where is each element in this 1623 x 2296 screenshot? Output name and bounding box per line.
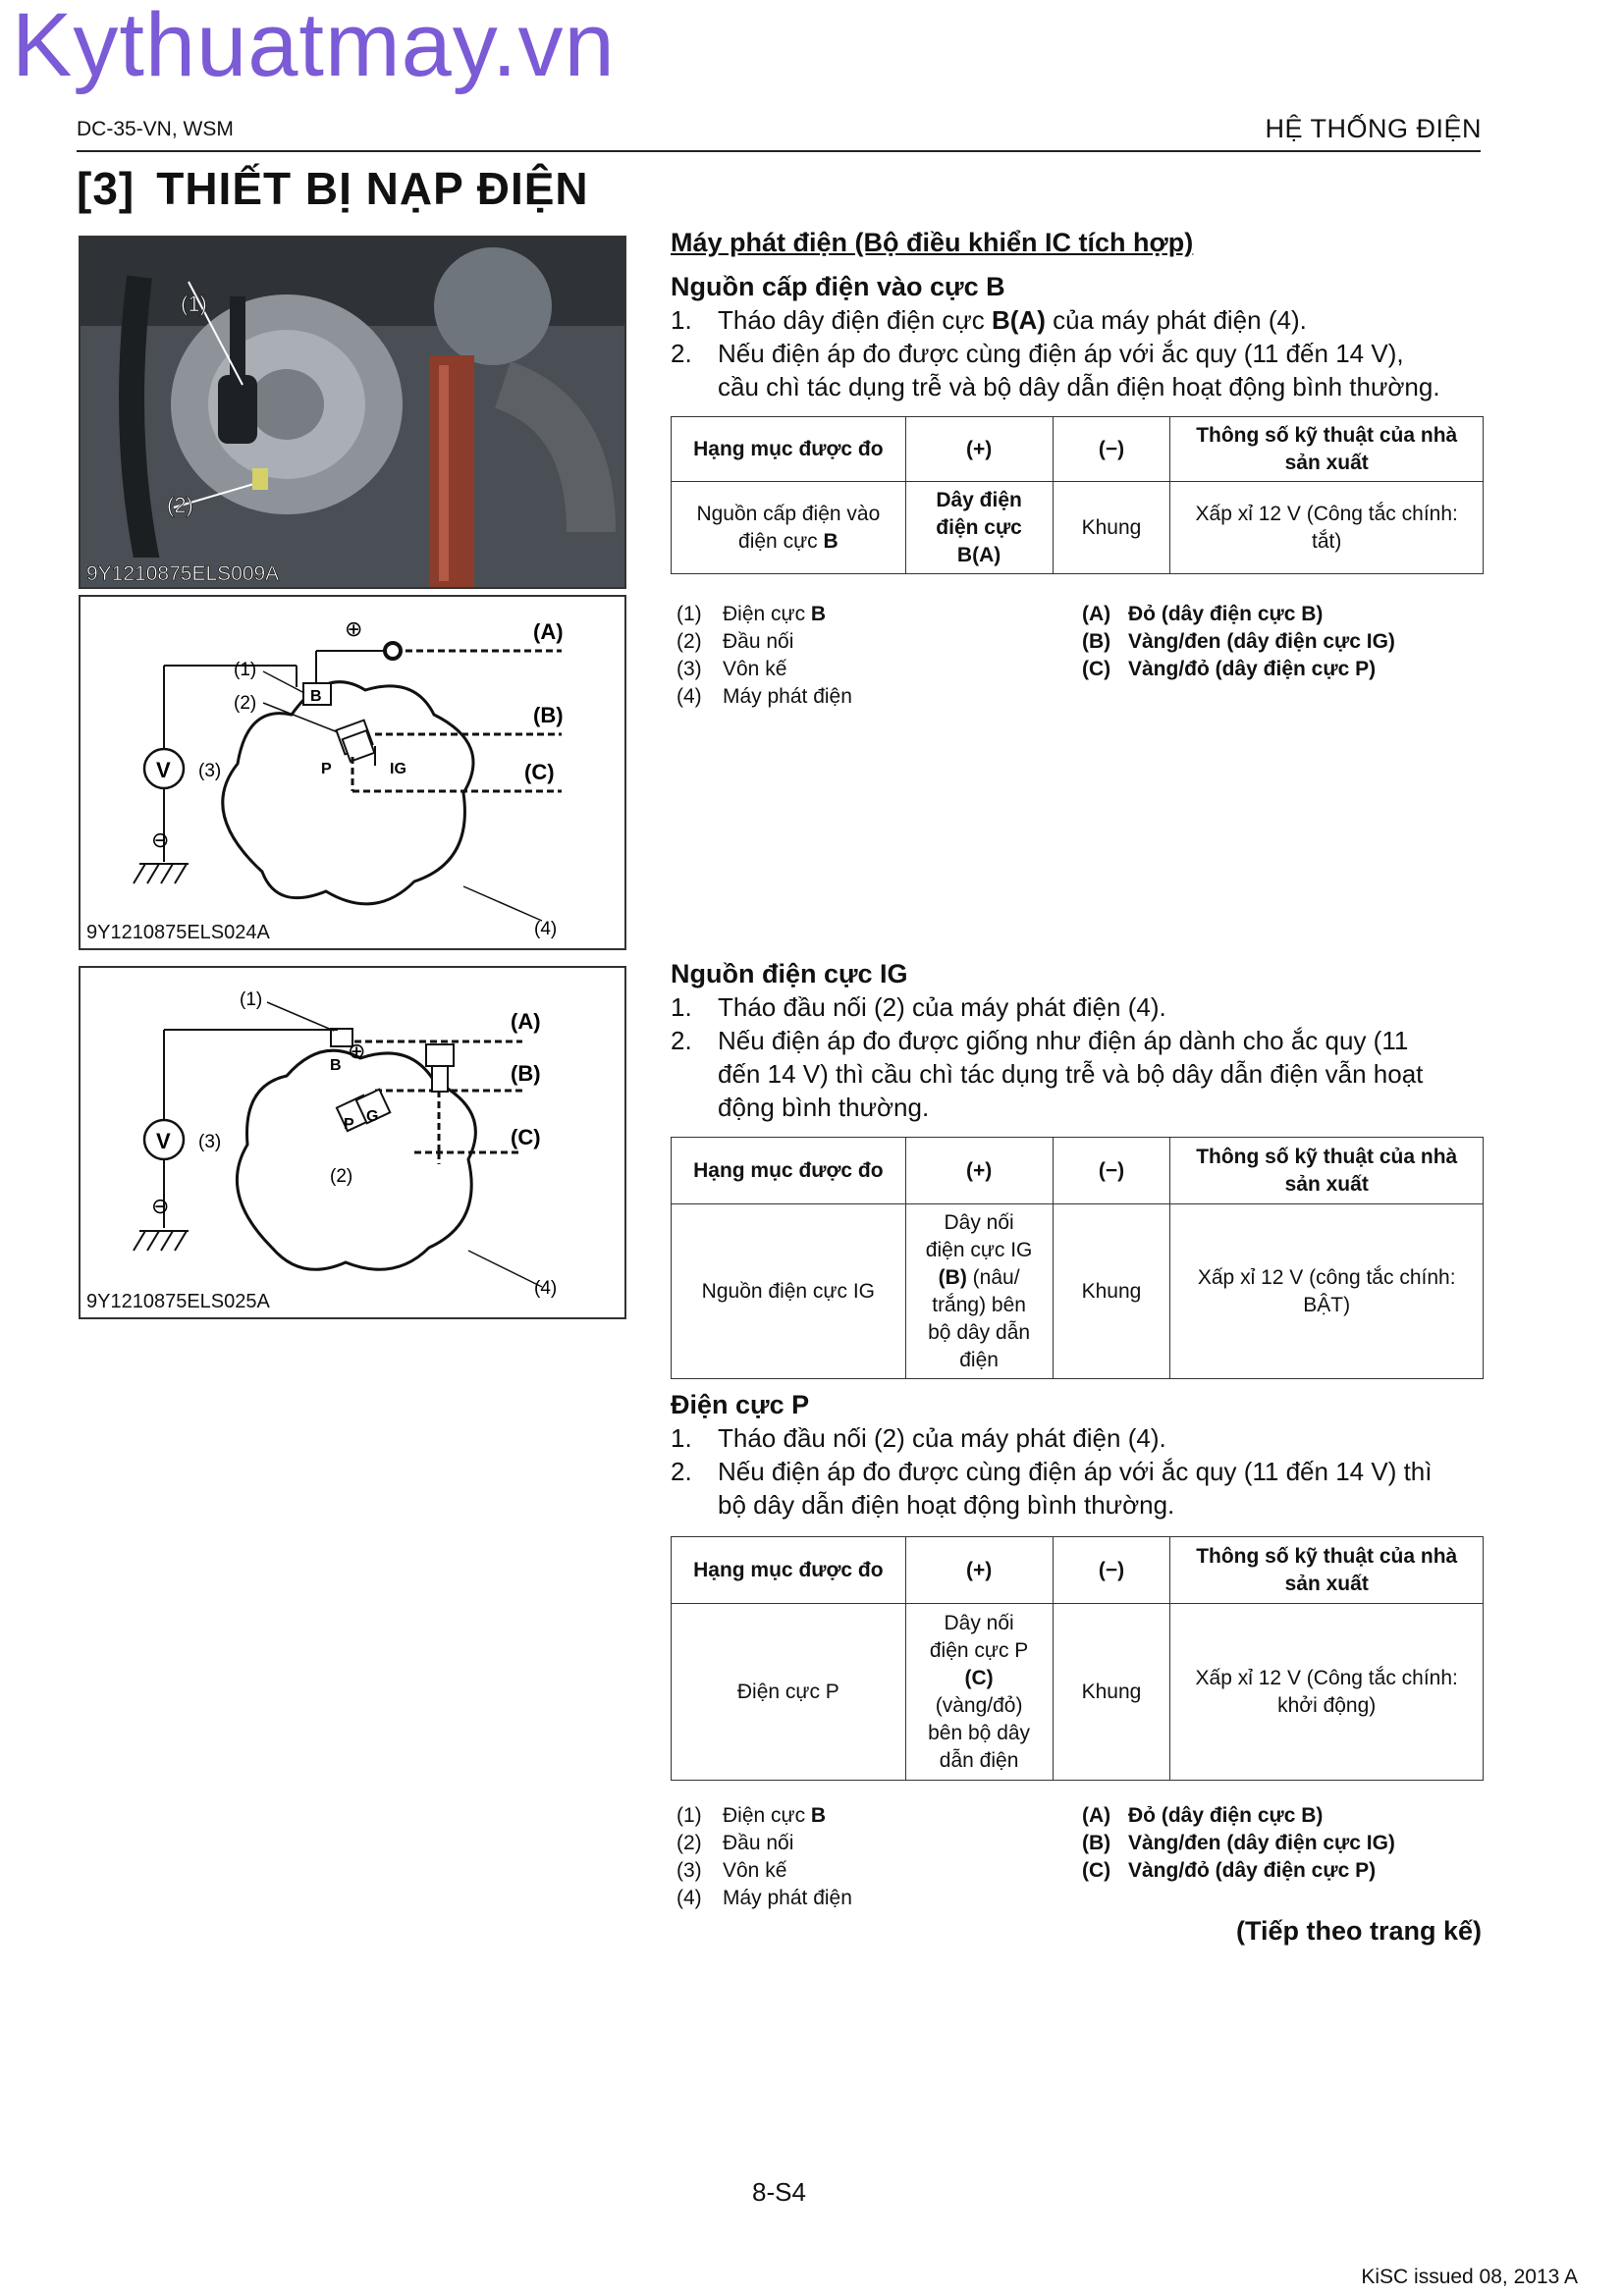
col-spec [1170, 1537, 1484, 1604]
legend-text: Đầu nối [723, 630, 794, 653]
step-2: 2. Nếu điện áp đo được giống như điện áp dành cho ắc quy (11 đến 14 V) thì cầu chì tác dụng trễ và bộ dây dẫn điện vẫn hoạt động bình thường. [671, 1026, 1424, 1122]
issued-note: KiSC issued 08, 2013 A [1361, 2266, 1578, 2288]
terminal-p: P [344, 1116, 354, 1133]
col-item: Hạng mục được đo [672, 1537, 906, 1604]
photo-label-1: (1) [181, 292, 207, 316]
section-b-title: Nguồn cấp điện vào cực B [671, 272, 1005, 301]
diagram-ig-code: 9Y1210875ELS025A [86, 1291, 270, 1312]
legend-right-1 [1082, 601, 1475, 683]
legend-right-2 [1082, 1802, 1475, 1885]
diagram-b-code: 9Y1210875ELS024A [86, 922, 270, 943]
header-divider [77, 150, 1481, 152]
chapter-title: THIẾT BỊ NẠP ĐIỆN [156, 163, 589, 214]
legend-num: (B) [1082, 630, 1111, 653]
legend-text: Đỏ (dây điện cực B) [1128, 1804, 1324, 1827]
watermark: Kythuatmay.vn [12, 0, 616, 95]
legend-text: Đầu nối [723, 1832, 794, 1854]
cell-text: bên bộ dây [928, 1721, 1031, 1744]
label-3: (3) [198, 761, 222, 781]
doc-code: DC-35-VN, WSM [77, 118, 234, 140]
legend-text: Vàng/đen (dây điện cực IG) [1128, 630, 1395, 653]
cell-text: Dây nối [944, 1611, 1014, 1634]
terminal-p: P [321, 761, 332, 777]
label-c: (C) [524, 760, 555, 784]
step-text: Nếu điện áp đo được cùng điện áp với ắc quy (11 đến 14 V) thì [718, 1457, 1433, 1486]
legend-item [1082, 1802, 1475, 1830]
step-1: 1. Tháo dây điện điện cực B(A) của máy phát điện (4). [671, 305, 1307, 335]
legend-num: (A) [1082, 603, 1111, 625]
legend-text: Đỏ (dây điện cực B) [1128, 603, 1324, 625]
cell-text: Nguồn cấp điện vào [696, 502, 881, 525]
label-a: (A) [511, 1009, 541, 1034]
legend-text: Vàng/đỏ (dây điện cực P) [1128, 658, 1377, 680]
step-text: đến 14 V) thì cầu chì tác dụng trễ và bộ dây dẫn điện vẫn hoạt [718, 1059, 1424, 1089]
step-text: Tháo dây điện điện cực [718, 305, 993, 335]
legend-num: (2) [676, 630, 702, 653]
plus-symbol: ⊕ [345, 616, 363, 641]
diagram-ig-drawing [81, 968, 624, 1317]
label-c: (C) [511, 1125, 541, 1149]
cell-minus: Khung [1053, 482, 1170, 574]
legend-item [676, 601, 1069, 628]
cell-spec [1170, 482, 1484, 574]
legend-item [676, 656, 1069, 683]
legend-item [676, 1857, 1069, 1885]
legend-item [676, 1802, 1069, 1830]
cell-plus [905, 1204, 1053, 1379]
legend-item [1082, 1830, 1475, 1857]
photo-label-2: (2) [167, 493, 193, 517]
diagram-ig-terminal [79, 966, 626, 1319]
label-3: (3) [198, 1132, 222, 1152]
main-heading: Máy phát điện (Bộ điều khiển IC tích hợp) [671, 228, 1194, 257]
section-ig-title: Nguồn điện cực IG [671, 959, 908, 988]
col-item: Hạng mục được đo [672, 417, 906, 482]
legend-item [1082, 656, 1475, 683]
label-2: (2) [234, 693, 257, 714]
legend-num: (4) [676, 1887, 702, 1909]
cell-spec [1170, 1204, 1484, 1379]
step-text: bộ dây dẫn điện hoạt động bình thường. [718, 1490, 1175, 1520]
step-text: Tháo đầu nối (2) của máy phát điện (4). [718, 992, 1166, 1022]
minus-symbol: ⊖ [151, 1194, 170, 1218]
legend-bold: B [810, 603, 827, 625]
col-spec [1170, 417, 1484, 482]
cell-minus: Khung [1053, 1204, 1170, 1379]
cell-text: điện cực [738, 529, 824, 553]
cell-bold: (C) [964, 1666, 994, 1689]
cell-text: trắng) bên [932, 1293, 1026, 1316]
col-spec-l1: Thông số kỹ thuật của nhà [1196, 423, 1458, 447]
label-b: (B) [511, 1061, 541, 1086]
cell-minus: Khung [1053, 1604, 1170, 1781]
cell-text: khởi động) [1277, 1693, 1377, 1717]
legend-text: Máy phát điện [723, 1887, 852, 1909]
legend-text: Điện cực [723, 1804, 811, 1827]
plus-symbol: ⊕ [348, 1039, 366, 1063]
spec-table-p [671, 1536, 1484, 1781]
label-1: (1) [234, 660, 257, 680]
step-text: Nếu điện áp đo được cùng điện áp với ắc quy (11 đến 14 V), [718, 339, 1404, 368]
section-p-steps [671, 1421, 1482, 1522]
page-number: 8-S4 [752, 2177, 806, 2207]
cell-text: dẫn điện [939, 1748, 1019, 1772]
cell-text: Xấp xỉ 12 V (Công tắc chính: [1195, 1666, 1458, 1689]
col-spec-l1: Thông số kỹ thuật của nhà [1196, 1544, 1458, 1568]
photo-code: 9Y1210875ELS009A [86, 562, 280, 585]
terminal-g: G [366, 1108, 379, 1125]
terminal-b: B [330, 1057, 342, 1074]
legend-text: Vàng/đen (dây điện cực IG) [1128, 1832, 1395, 1854]
legend-num: (4) [676, 685, 702, 708]
table-header-row [672, 1537, 1484, 1604]
spec-table-ig [671, 1137, 1484, 1379]
table-row [672, 1604, 1484, 1781]
cell-bold: (B) [938, 1265, 967, 1289]
legend-item [1082, 628, 1475, 656]
legend-item [676, 1885, 1069, 1912]
col-minus: (−) [1053, 417, 1170, 482]
label-b: (B) [533, 703, 564, 727]
label-2: (2) [330, 1166, 353, 1187]
minus-symbol: ⊖ [151, 828, 170, 852]
section-p-title: Điện cực P [671, 1390, 810, 1419]
cell-item: Nguồn điện cực IG [672, 1204, 906, 1379]
cell-text: BẬT) [1303, 1293, 1351, 1316]
legend-item [1082, 601, 1475, 628]
cell-text: bộ dây dẫn [928, 1320, 1031, 1344]
cell-text: điện cực [936, 515, 1022, 539]
terminal-ig: IG [390, 761, 406, 777]
cell-spec [1170, 1604, 1484, 1781]
section-title: HỆ THỐNG ĐIỆN [1265, 114, 1482, 143]
step-1: 1. Tháo đầu nối (2) của máy phát điện (4). [671, 1423, 1166, 1453]
legend-num: (3) [676, 1859, 702, 1882]
legend-num: (B) [1082, 1832, 1111, 1854]
table-row [672, 1204, 1484, 1379]
step-2: 2. Nếu điện áp đo được cùng điện áp với ắc quy (11 đến 14 V) thì bộ dây dẫn điện hoạt động bình thường. [671, 1457, 1433, 1520]
step-text: cầu chì tác dụng trễ và bộ dây dẫn điện hoạt động bình thường. [718, 372, 1440, 401]
col-spec [1170, 1138, 1484, 1204]
voltmeter-symbol: V [156, 758, 171, 782]
col-plus: (+) [905, 1138, 1053, 1204]
cell-item [672, 482, 906, 574]
table-row [672, 482, 1484, 574]
cell-plus [905, 482, 1053, 574]
step-text: của máy phát điện (4). [1045, 305, 1307, 335]
col-item: Hạng mục được đo [672, 1138, 906, 1204]
step-text: động bình thường. [718, 1093, 930, 1122]
col-minus: (−) [1053, 1138, 1170, 1204]
diagram-b-drawing [81, 597, 624, 948]
legend-num: (3) [676, 658, 702, 680]
step-2: 2. Nếu điện áp đo được cùng điện áp với ắc quy (11 đến 14 V), cầu chì tác dụng trễ và bộ dây dẫn điện hoạt động bình thường. [671, 339, 1440, 401]
legend-num: (C) [1082, 658, 1111, 680]
cell-text: điện [959, 1348, 999, 1371]
section-b-steps [671, 303, 1482, 403]
col-spec-l2: sản xuất [1284, 451, 1369, 474]
legend-num: (1) [676, 1804, 702, 1827]
cell-text: Dây điện [936, 488, 1022, 511]
table-header-row [672, 417, 1484, 482]
legend-left-2 [676, 1802, 1069, 1912]
legend-num: (2) [676, 1832, 702, 1854]
chapter-heading [77, 162, 589, 215]
legend-num: (C) [1082, 1859, 1111, 1882]
col-plus: (+) [905, 1537, 1053, 1604]
chapter-number: [3] [77, 163, 135, 214]
legend-text: Điện cực [723, 603, 811, 625]
legend-item [676, 683, 1069, 711]
legend-item [676, 1830, 1069, 1857]
diagram-b-terminal [79, 595, 626, 950]
legend-text: Vôn kế [723, 658, 787, 680]
legend-left-1 [676, 601, 1069, 711]
legend-text: Vôn kế [723, 1859, 787, 1882]
section-ig-steps [671, 990, 1482, 1124]
legend-text: Vàng/đỏ (dây điện cực P) [1128, 1859, 1377, 1882]
cell-text: (vàng/đỏ) [935, 1693, 1023, 1717]
step-1: 1. Tháo đầu nối (2) của máy phát điện (4). [671, 992, 1166, 1022]
cell-bold: B [823, 529, 839, 553]
col-spec-l1: Thông số kỹ thuật của nhà [1196, 1145, 1458, 1168]
cell-item: Điện cực P [672, 1604, 906, 1781]
legend-item [1082, 1857, 1475, 1885]
col-plus: (+) [905, 417, 1053, 482]
legend-num: (1) [676, 603, 702, 625]
legend-num: (A) [1082, 1804, 1111, 1827]
col-spec-l2: sản xuất [1284, 1172, 1369, 1196]
step-text: Nếu điện áp đo được giống như điện áp dành cho ắc quy (11 [718, 1026, 1409, 1055]
spec-table-b [671, 416, 1484, 574]
step-text: Tháo đầu nối (2) của máy phát điện (4). [718, 1423, 1166, 1453]
terminal-b: B [310, 688, 322, 705]
label-4: (4) [534, 919, 558, 939]
alternator-photo [79, 236, 626, 589]
continued-note: (Tiếp theo trang kế) [1235, 1916, 1482, 1946]
col-spec-l2: sản xuất [1284, 1572, 1369, 1595]
cell-text: Xấp xỉ 12 V (công tắc chính: [1197, 1265, 1456, 1289]
cell-text: B(A) [956, 543, 1001, 566]
col-minus: (−) [1053, 1537, 1170, 1604]
step-bold: B(A) [992, 305, 1046, 335]
legend-item [676, 628, 1069, 656]
voltmeter-symbol: V [156, 1129, 171, 1153]
cell-text: Dây nối [944, 1210, 1014, 1234]
legend-bold: B [810, 1804, 827, 1827]
cell-text: điện cực IG [925, 1238, 1033, 1261]
alternator-photo-drawing [81, 238, 624, 587]
cell-text: (nâu/ [966, 1265, 1020, 1289]
table-header-row [672, 1138, 1484, 1204]
label-a: (A) [533, 619, 564, 644]
legend-text: Máy phát điện [723, 685, 852, 708]
cell-text: điện cực P [929, 1638, 1029, 1662]
cell-text: Xấp xỉ 12 V (Công tắc chính: [1195, 502, 1458, 525]
cell-plus [905, 1604, 1053, 1781]
label-1: (1) [240, 989, 263, 1010]
label-4: (4) [534, 1278, 558, 1299]
cell-text: tắt) [1312, 529, 1342, 553]
